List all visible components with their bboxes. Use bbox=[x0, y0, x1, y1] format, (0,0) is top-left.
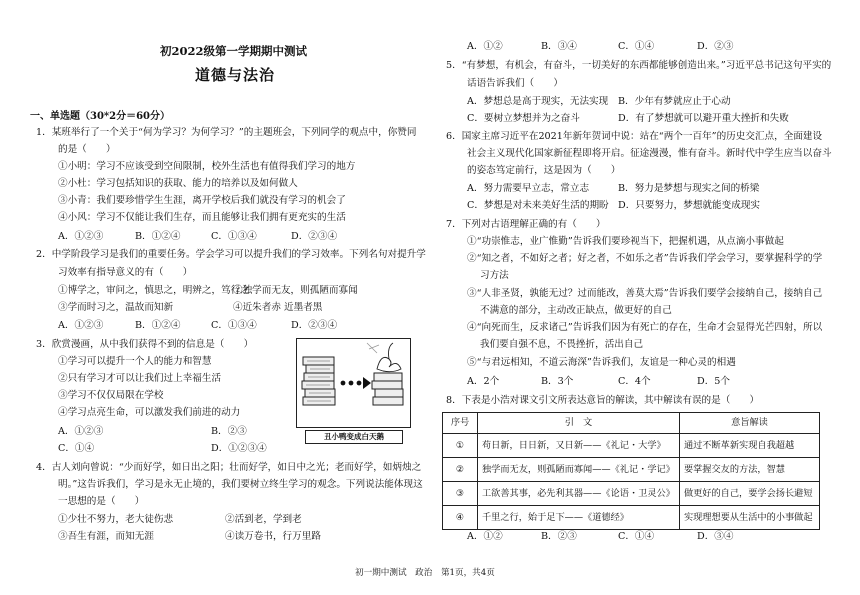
q8-option-b[interactable]: B．②③ bbox=[541, 531, 577, 542]
page-footer: 初一期中测试 政治 第1页，共4页 bbox=[355, 568, 495, 578]
table-cell: 工欲善其事，必先利其器——《论语・卫灵公》 bbox=[478, 482, 680, 506]
q4-option-b[interactable]: B．③④ bbox=[541, 41, 577, 52]
q8-option-a[interactable]: A．①② bbox=[467, 531, 503, 542]
cartoon-image bbox=[296, 338, 411, 428]
q7-statement-3b: 不满意的部分，主动改正缺点，做更好的自己 bbox=[480, 305, 672, 316]
q7-statement-4a: ④“向死而生，反求诸己”告诉我们因为有死亡的存在，生命才会显得光芒四射，所以 bbox=[467, 322, 823, 333]
q7-statement-2b: 习方法 bbox=[480, 270, 509, 281]
q6-stem-line1: 6．国家主席习近平在2021年新年贺词中说：站在“两个一百年”的历史交汇点，全面建设 bbox=[446, 131, 823, 142]
q2-option-d[interactable]: D．②③④ bbox=[291, 320, 338, 331]
q2-option-a[interactable]: A．①②③ bbox=[58, 320, 104, 331]
q1-statement-2: ②小杜：学习包括知识的获取、能力的培养以及如何做人 bbox=[58, 178, 298, 189]
q3-statement-3: ③学习不仅仅局限在学校 bbox=[58, 390, 164, 401]
q4-stem-line3: 一思想的是（ ） bbox=[58, 496, 145, 507]
q2-statement-2: ②独学而无友，则孤陋而寡闻 bbox=[233, 285, 358, 296]
q1-stem-line1: 1．某班举行了一个关于“何为学习？为何学习？”的主题班会，下列同学的观点中，你赞同 bbox=[36, 127, 417, 138]
q3-option-c[interactable]: C．①④ bbox=[58, 443, 95, 454]
q1-option-a[interactable]: A．①②③ bbox=[58, 231, 104, 242]
table-header-cell: 序号 bbox=[443, 413, 478, 434]
q4-statement-3: ③吾生有涯，而知无涯 bbox=[58, 531, 154, 542]
table-header-row bbox=[443, 413, 820, 434]
q4-option-a[interactable]: A．①② bbox=[467, 41, 503, 52]
q7-option-b[interactable]: B．3个 bbox=[541, 376, 574, 387]
q8-option-d[interactable]: D．③④ bbox=[697, 531, 734, 542]
q1-statement-1: ①小明：学习不应该受到空间限制，校外生活也有值得我们学习的地方 bbox=[58, 161, 356, 172]
q3-statement-2: ②只有学习才可以让我们过上幸福生活 bbox=[58, 373, 222, 384]
q1-stem-line2: 的是（ ） bbox=[58, 144, 116, 155]
q8-option-c[interactable]: C．①④ bbox=[618, 531, 655, 542]
q7-statement-2a: ②“知之者，不如好之者；好之者，不如乐之者”告诉我们学会学习，要掌握科学的学 bbox=[467, 253, 823, 264]
table-cell: 实现理想要从生活中的小事做起 bbox=[679, 506, 819, 530]
table-row bbox=[443, 482, 820, 506]
q2-stem-line1: 2．中学阶段学习是我们的重要任务。学会学习可以提升我们的学习效率。下列名句对提升学 bbox=[36, 249, 426, 260]
q5-option-b[interactable]: B．少年有梦就应止于心动 bbox=[618, 96, 731, 107]
q3-option-a[interactable]: A．①②③ bbox=[58, 426, 104, 437]
q1-option-b[interactable]: B．①②④ bbox=[135, 231, 181, 242]
table-cell: ④ bbox=[443, 506, 478, 530]
q7-statement-3a: ③“人非圣贤，孰能无过？过而能改，善莫大焉”告诉我们要学会接纳自己，接纳自己 bbox=[467, 288, 823, 299]
q7-stem: 7．下列对古语理解正确的有（ ） bbox=[446, 219, 606, 230]
table-row bbox=[443, 434, 820, 458]
table-row bbox=[443, 458, 820, 482]
q7-option-a[interactable]: A．2个 bbox=[467, 376, 500, 387]
q7-statement-1: ①“功崇惟志，业广惟勤”告诉我们要珍视当下，把握机遇，从点滴小事做起 bbox=[467, 236, 784, 247]
subject-title: 道德与法治 bbox=[195, 66, 276, 84]
q1-option-c[interactable]: C．①③④ bbox=[211, 231, 257, 242]
q7-statement-5: ⑤“与君远相知，不道云海深”告诉我们，友谊是一种心灵的相遇 bbox=[467, 357, 736, 368]
q2-stem-line2: 习效率有指导意义的有（ ） bbox=[58, 267, 193, 278]
table-cell: 要掌握交友的方法，智慧 bbox=[679, 458, 819, 482]
q3-statement-4: ④学习点亮生命，可以激发我们前进的动力 bbox=[58, 407, 241, 418]
q3-statement-1: ①学习可以提升一个人的能力和智慧 bbox=[58, 356, 212, 367]
cartoon-drawing bbox=[297, 339, 410, 427]
table-cell: 做更好的自己，要学会扬长避短 bbox=[679, 482, 819, 506]
q4-option-d[interactable]: D．②③ bbox=[697, 41, 734, 52]
q8-table bbox=[442, 412, 820, 530]
q6-option-d[interactable]: D．只要努力，梦想就能变成现实 bbox=[618, 200, 761, 211]
q5-stem-line1: 5．“有梦想，有机会，有奋斗，一切美好的东西都能够创造出来。”习近平总书记这句平实的 bbox=[446, 60, 832, 71]
q5-option-d[interactable]: D．有了梦想就可以避开重大挫折和失败 bbox=[618, 113, 789, 124]
table-cell: ③ bbox=[443, 482, 478, 506]
q8-stem: 8．下表是小浩对课文引文所表达意旨的解读，其中解读有误的是（ ） bbox=[446, 395, 760, 406]
table-cell: 千里之行，始于足下——《道德经》 bbox=[478, 506, 680, 530]
q1-statement-4: ④小风：学习不仅能让我们生存，而且能够让我们拥有更充实的生活 bbox=[58, 212, 346, 223]
q7-statement-4b: 我们要自强不息，不畏挫折，活出自己 bbox=[480, 339, 644, 350]
table-header-cell: 引 文 bbox=[478, 413, 680, 434]
table-cell: ① bbox=[443, 434, 478, 458]
q5-option-c[interactable]: C．要树立梦想并为之奋斗 bbox=[467, 113, 580, 124]
q1-option-d[interactable]: D．②③④ bbox=[291, 231, 338, 242]
q6-stem-line2: 社会主义现代化国家新征程即将开启。征途漫漫，惟有奋斗。新时代中学生应当以奋斗 bbox=[467, 148, 832, 159]
q6-option-a[interactable]: A．努力需要早立志，常立志 bbox=[467, 183, 590, 194]
q4-stem-line1: 4．古人刘向曾说：“少而好学，如日出之阳；壮而好学，如日中之光；老而好学，如炳烛之 bbox=[36, 462, 422, 473]
q2-statement-1: ①博学之，审问之，慎思之，明辨之，笃行之 bbox=[58, 285, 250, 296]
q1-statement-3: ③小青：我们要珍惜学生生涯，离开学校后我们就没有学习的机会了 bbox=[58, 195, 346, 206]
q4-statement-1: ①少壮不努力，老大徒伤悲 bbox=[58, 514, 174, 525]
q2-statement-3: ③学而时习之，温故而知新 bbox=[58, 302, 174, 313]
exam-title: 初2022级第一学期期中测试 bbox=[160, 44, 308, 58]
q7-option-c[interactable]: C．4个 bbox=[618, 376, 651, 387]
q6-stem-line3: 的姿态笃定前行，这是因为（ ） bbox=[467, 165, 621, 176]
q7-option-d[interactable]: D．5个 bbox=[697, 376, 730, 387]
table-header-cell: 意旨解读 bbox=[679, 413, 819, 434]
q3-option-b[interactable]: B．②③ bbox=[211, 426, 247, 437]
q4-stem-line2: 明。”这告诉我们，学习是永无止境的，我们要树立终生学习的观念。下列说法能体现这 bbox=[58, 479, 423, 490]
q4-statement-4: ④读万卷书，行万里路 bbox=[225, 531, 321, 542]
q5-stem-line2: 话语告诉我们（ ） bbox=[467, 78, 563, 89]
q3-stem: 3．欣赏漫画，从中我们获得不到的信息是（ ） bbox=[36, 339, 254, 350]
q2-option-c[interactable]: C．①③④ bbox=[211, 320, 257, 331]
table-row bbox=[443, 506, 820, 530]
table-cell: 苟日新，日日新，又日新——《礼记・大学》 bbox=[478, 434, 680, 458]
q2-statement-4: ④近朱者赤 近墨者黑 bbox=[233, 302, 323, 313]
q4-statement-2: ②活到老，学到老 bbox=[225, 514, 302, 525]
q4-option-c[interactable]: C．①④ bbox=[618, 41, 655, 52]
q3-option-d[interactable]: D．①②③④ bbox=[211, 443, 267, 454]
q2-option-b[interactable]: B．①②④ bbox=[135, 320, 181, 331]
q6-option-b[interactable]: B．努力是梦想与现实之间的桥梁 bbox=[618, 183, 760, 194]
table-cell: ② bbox=[443, 458, 478, 482]
section-heading: 一、单选题（30*2分＝60分） bbox=[30, 111, 171, 122]
table-cell: 独学而无友，则孤陋而寡闻——《礼记・学记》 bbox=[478, 458, 680, 482]
table-cell: 通过不断革新实现自我超越 bbox=[679, 434, 819, 458]
cartoon-caption: 丑小鸭变成白天鹅 bbox=[305, 430, 403, 444]
q5-option-a[interactable]: A．梦想总是高于现实，无法实现 bbox=[467, 96, 609, 107]
q6-option-c[interactable]: C．梦想是对未来美好生活的期盼 bbox=[467, 200, 609, 211]
